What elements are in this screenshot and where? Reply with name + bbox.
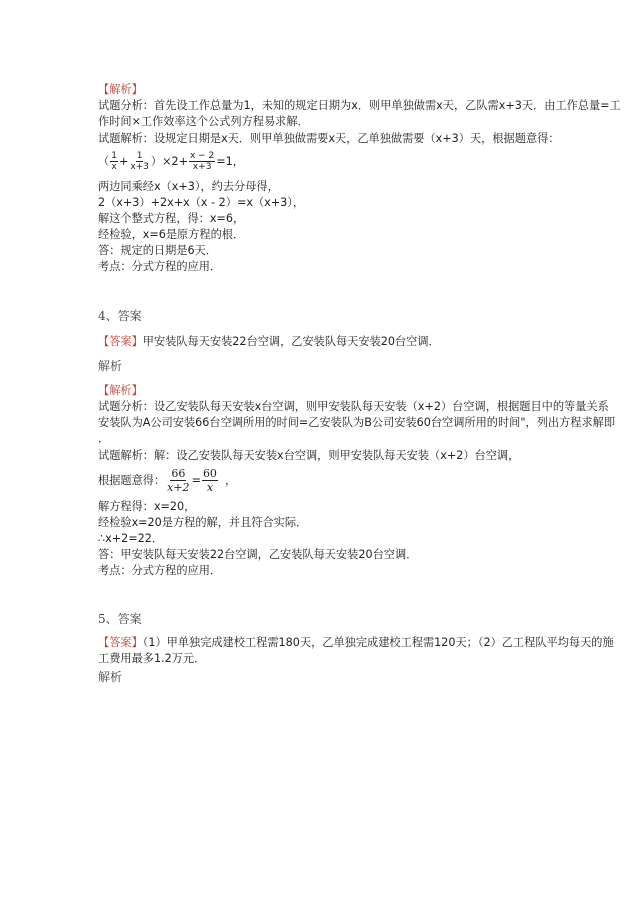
- q4-step-3: ∴x+2=22．: [98, 532, 164, 545]
- q3-f2-den: x+3: [130, 161, 149, 172]
- q4-eq-prefix: 根据题意得：: [98, 473, 166, 487]
- q4-final: 答：甲安装队每天安装22台空调，乙安装队每天安装20台空调．: [98, 548, 418, 561]
- q3-f3-den: x+3: [192, 161, 212, 172]
- q3-f1-den: x: [111, 161, 117, 172]
- q3-answer: 答：规定的日期是6天．: [98, 244, 217, 257]
- q5-answer-line: [98, 635, 614, 650]
- q3-step-3: 解这个整式方程，得：x=6，: [98, 212, 245, 225]
- q4-f1-den: x+2: [167, 480, 190, 494]
- q4-step-1: 解方程得：x=20，: [98, 500, 196, 513]
- q4-fraction-1: [166, 467, 190, 494]
- q4-heading: 4、答案: [98, 309, 142, 323]
- q3-step-2: 2（x+3）+2x+x（x - 2）=x（x+3），: [98, 196, 305, 209]
- q3-f3-num: x − 2: [189, 150, 215, 161]
- q3-eq-open: （: [98, 154, 110, 168]
- q4-f2-den: x: [206, 480, 214, 494]
- q3-f1-num: 1: [111, 150, 117, 161]
- q3-step-1: 两边同乘经x（x+3），约去分母得，: [98, 180, 279, 193]
- q4-jiexi-tag: 【解析】: [98, 384, 143, 397]
- q4-eq-sign: =: [191, 473, 201, 487]
- q3-fraction-3: [189, 151, 215, 172]
- q3-analysis: 试题分析：首先设工作总量为1，未知的规定日期为x．则甲单独做需x天，乙队需x+3天．由工作总量=工: [98, 99, 621, 112]
- q5-answer-tag: 【答案】: [98, 636, 143, 649]
- q3-step-4: 经检验，x=6是原方程的根．: [98, 228, 245, 241]
- q3-equation: [98, 148, 244, 174]
- q3-kaodian: 考点：分式方程的应用．: [98, 260, 222, 273]
- q4-answer-line: [98, 334, 440, 349]
- q4-analysis: 试题分析：设乙安装队每天安装x台空调，则甲安装队每天安装（x+2）台空调，根据题目中的等量关系: [98, 400, 609, 413]
- q4-analysis-dot: ．: [98, 432, 110, 445]
- q3-eq-mid: ）×2+: [150, 154, 188, 168]
- q5-answer: （1）甲单独完成建校工程需180天，乙单独完成建校工程需120天；（2）乙工程队平均每天的施: [142, 636, 614, 649]
- q3-solution: 试题解析：设规定日期是x天．则甲单独做需要x天，乙单独做需要（x+3）天，根据题意得：: [98, 132, 560, 145]
- q4-analysis-cont: 安装队为A公司安装66台空调所用的时间=乙安装队为B公司安装60台空调所用的时间"，列出方程求解即: [98, 416, 616, 429]
- q5-heading: 5、答案: [98, 612, 142, 626]
- q4-answer-tag: 【答案】: [98, 335, 143, 348]
- q5-answer-cont: 工费用最多1.2万元．: [98, 652, 206, 665]
- q4-solution: 试题解析：解：设乙安装队每天安装x台空调，则甲安装队每天安装（x+2）台空调，: [98, 449, 520, 462]
- q4-equation: [98, 464, 236, 496]
- q4-f1-num: 66: [171, 466, 186, 480]
- q3-fraction-2: [129, 151, 150, 172]
- q4-answer: 甲安装队每天安装22台空调，乙安装队每天安装20台空调．: [142, 335, 440, 348]
- q4-f2-num: 60: [202, 466, 217, 480]
- q4-eq-end: ，: [224, 473, 237, 487]
- jiexi-tag: 【解析】: [98, 83, 143, 96]
- q4-fraction-2: [202, 467, 218, 494]
- q3-plus: +: [118, 154, 129, 168]
- q3-fraction-1: [110, 151, 118, 172]
- q4-step-2: 经检验x=20是方程的解，并且符合实际．: [98, 516, 308, 529]
- q5-jiexi-label: 解析: [98, 670, 123, 684]
- q4-kaodian: 考点：分式方程的应用．: [98, 564, 222, 577]
- q3-eq-end: =1，: [216, 154, 244, 168]
- q3-analysis-cont: 作时间×工作效率这个公式列方程易求解．: [98, 115, 309, 128]
- q4-jiexi-label: 解析: [98, 359, 123, 373]
- q3-f2-num: 1: [136, 150, 143, 161]
